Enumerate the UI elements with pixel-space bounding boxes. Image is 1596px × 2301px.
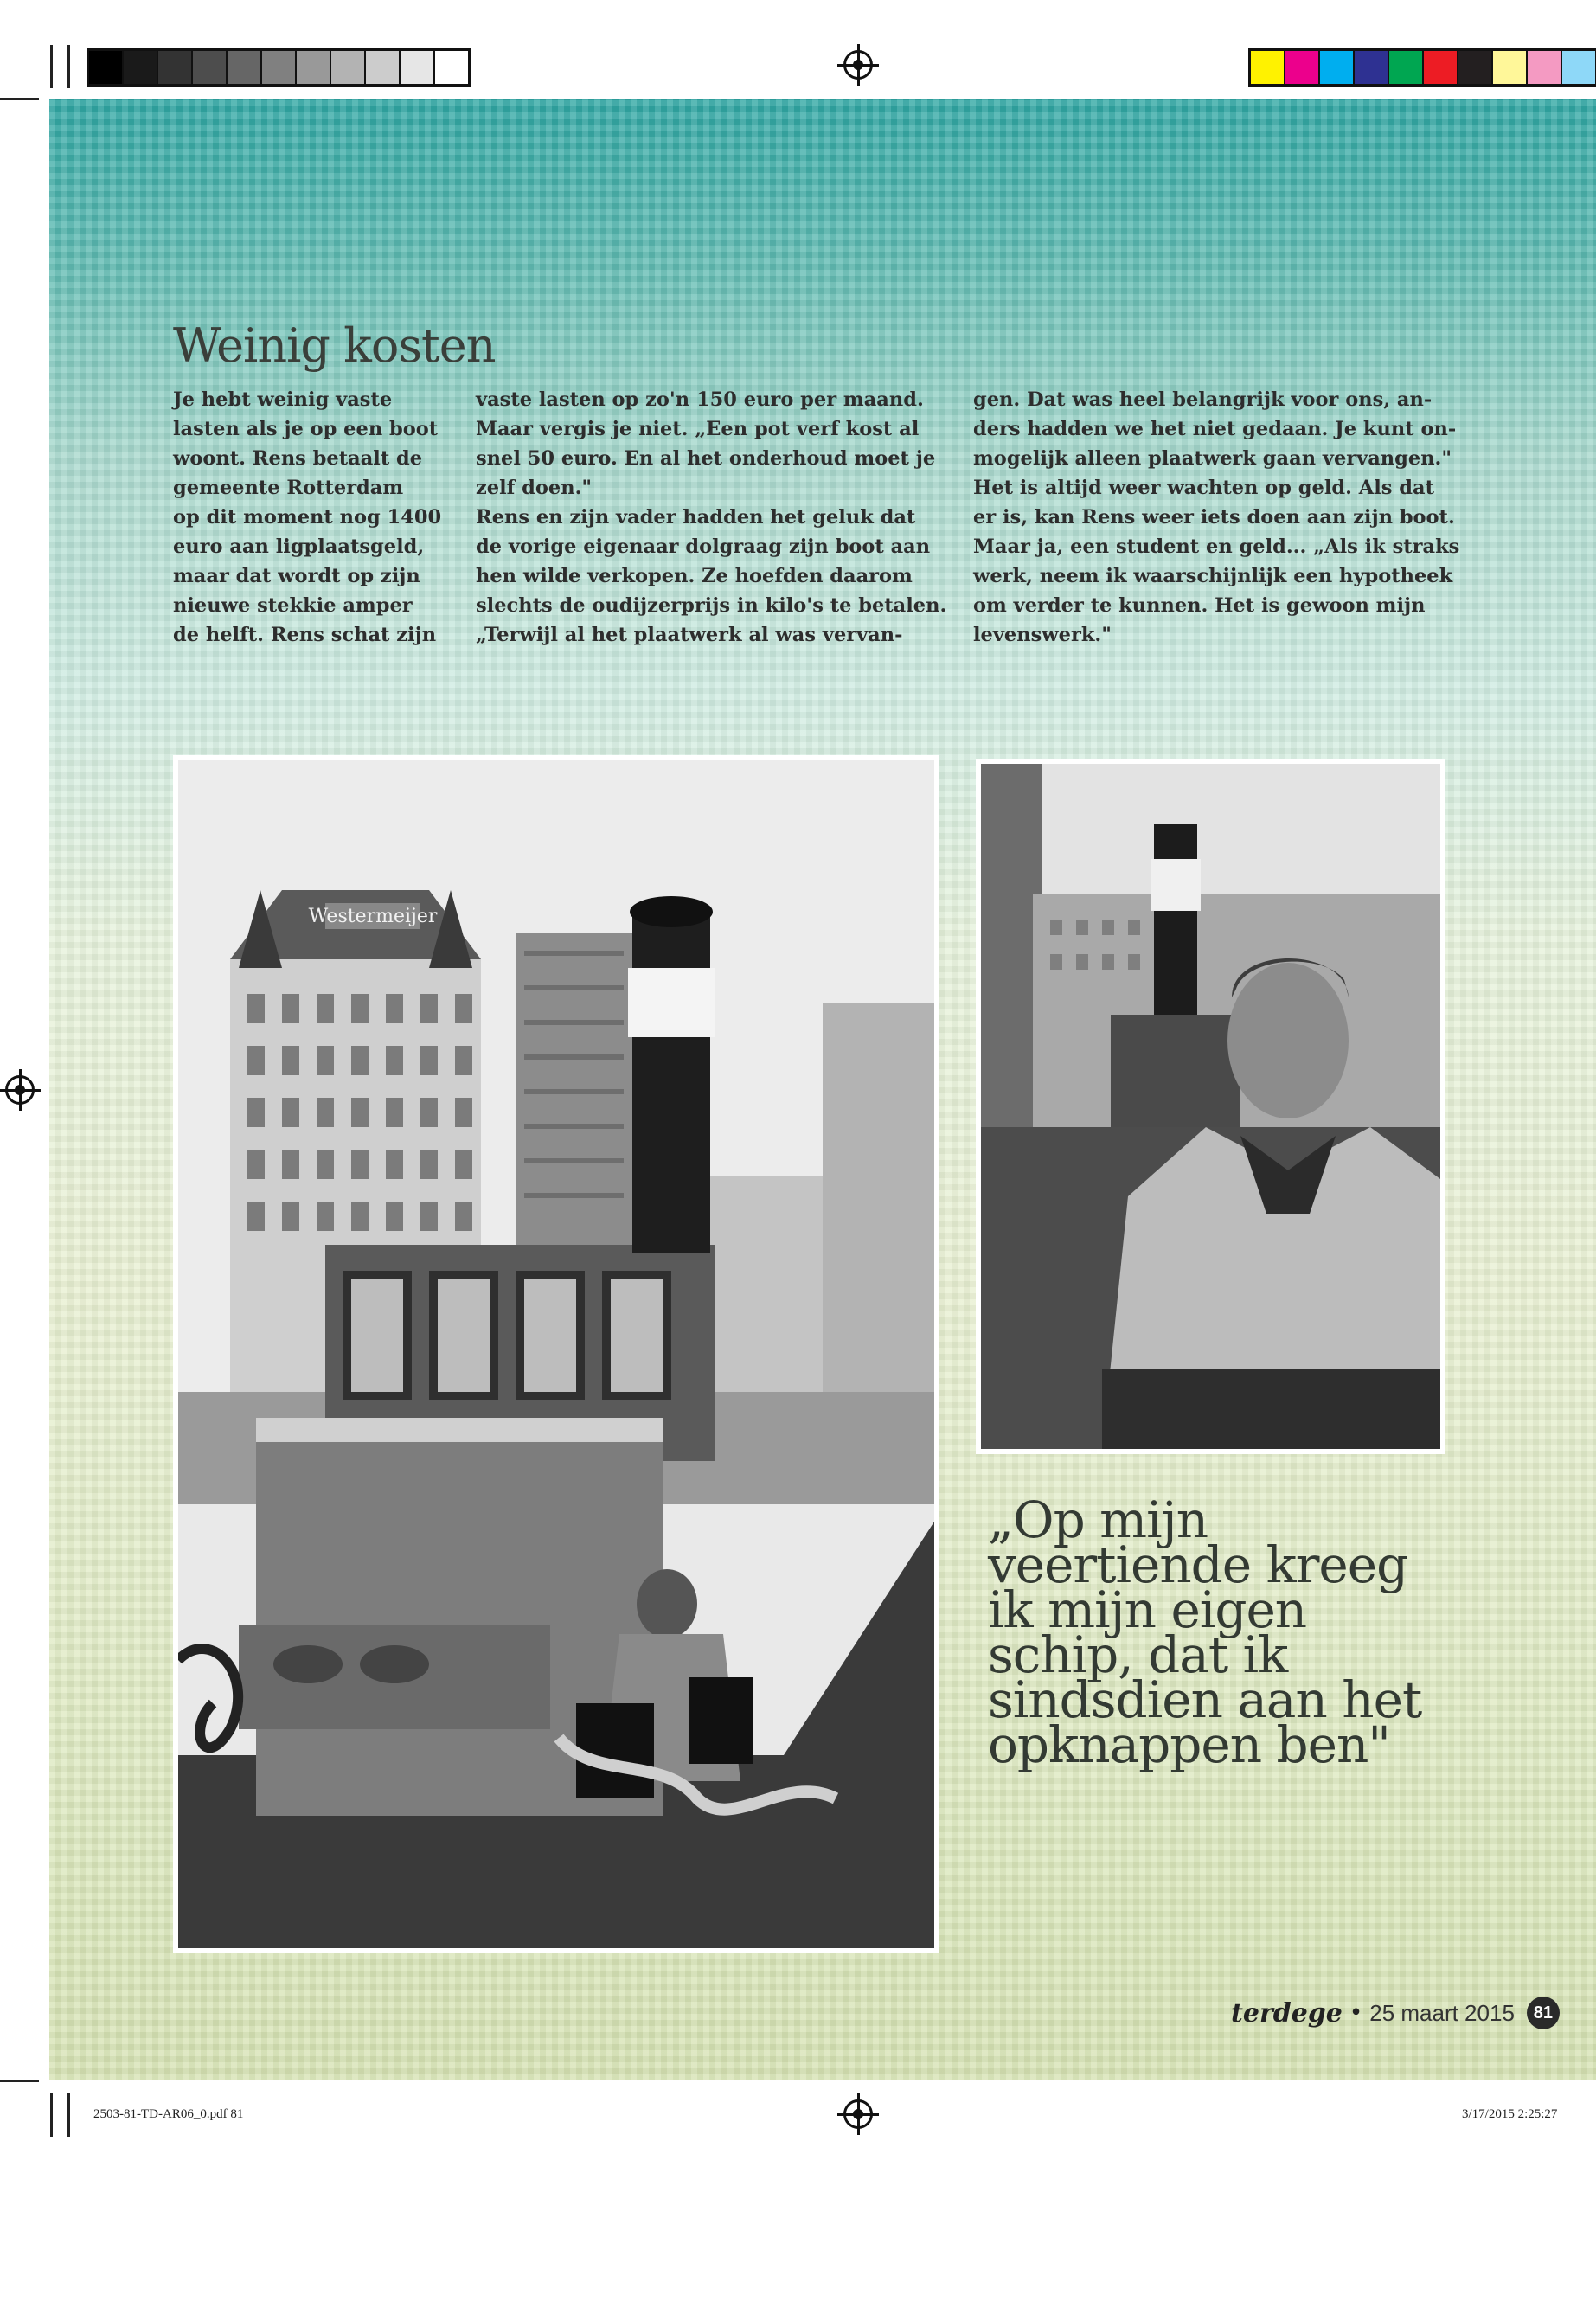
color-swatch xyxy=(158,51,193,84)
cmyk-color-bar xyxy=(1248,48,1596,87)
color-swatch xyxy=(1355,51,1389,84)
magazine-brand: terdege xyxy=(1231,1997,1343,2029)
article-column-3: gen. Dat was heel belangrijk voor ons, an- ders hadden we het niet gedaan. Je kunt on- mogelijk alleen plaatwerk gaan vervangen." Het is altijd weer wachten op geld. Als dat er is, kan Rens weer iets doen aan zijn boot. Maar ja, een student en geld... „Als ik straks werk, neem ik waarschijnlijk een hypotheek om verder te kunnen. Het is gewoon mijn levenswerk." xyxy=(973,388,1460,646)
pull-quote: „Op mijn veertiende kreeg ik mijn eigen schip, dat ik sindsdien aan het opknappen ben" xyxy=(988,1490,1422,1774)
color-swatch xyxy=(297,51,331,84)
footer-separator: • xyxy=(1349,2000,1363,2026)
photo-tugboat-harbour xyxy=(173,755,939,1953)
page-number-badge: 81 xyxy=(1527,1997,1560,2029)
crop-mark xyxy=(50,2093,53,2137)
section-heading: Weinig kosten xyxy=(173,318,496,373)
bollard xyxy=(576,1703,654,1798)
crop-mark xyxy=(67,45,70,88)
registration-mark-icon xyxy=(5,1075,35,1105)
color-swatch xyxy=(1458,51,1493,84)
magazine-page xyxy=(49,99,1596,2080)
article-column-2: vaste lasten op zo'n 150 euro per maand. Maar vergis je niet. „Een pot verf kost al snel 50 euro. En al het onderhoud moet je zelf doen." Rens en zijn vader hadden het geluk dat de vorige eigenaar dolgraag zijn boot aan hen wilde verkopen. Ze hoefden daarom slechts de oudijzerprijs in kilo's te betalen. „Terwijl al het plaatwerk al was vervan- xyxy=(476,388,947,646)
portrait-photo-illustration xyxy=(981,764,1440,1449)
color-swatch xyxy=(1562,51,1595,84)
timestamp-slug: 3/17/2015 2:25:27 xyxy=(1462,2107,1558,2121)
crop-mark xyxy=(0,2080,39,2082)
man-head xyxy=(637,1569,697,1638)
glass-tower xyxy=(823,1003,934,1418)
article-column-1: Je hebt weinig vaste lasten als je op een boot woont. Rens betaalt de gemeente Rotterdam op dit moment nog 1400 euro aan ligplaatsgeld, maar dat wordt op zijn nieuwe stekkie amper de helft. Rens schat zijn xyxy=(173,388,442,646)
color-swatch xyxy=(435,51,468,84)
issue-date: 25 maart 2015 xyxy=(1369,1999,1515,2026)
color-swatch xyxy=(124,51,158,84)
registration-mark-icon xyxy=(843,50,873,80)
color-swatch xyxy=(89,51,124,84)
color-swatch xyxy=(1424,51,1458,84)
building-sign: Westermeijer xyxy=(308,906,438,927)
color-swatch xyxy=(1528,51,1562,84)
color-swatch xyxy=(1493,51,1528,84)
color-swatch xyxy=(1320,51,1355,84)
man-face xyxy=(1227,963,1349,1118)
photo-portrait-rens xyxy=(976,759,1445,1454)
funnel xyxy=(632,907,710,1253)
color-swatch xyxy=(1285,51,1320,84)
registration-mark-icon xyxy=(843,2099,873,2129)
color-swatch xyxy=(331,51,366,84)
crop-mark xyxy=(67,2093,70,2137)
gray-color-bar xyxy=(87,48,471,87)
file-slug: 2503-81-TD-AR06_0.pdf 81 xyxy=(93,2107,244,2121)
color-swatch xyxy=(262,51,297,84)
color-swatch xyxy=(1389,51,1424,84)
page-footer xyxy=(1231,1997,1560,2029)
tugboat-photo-illustration xyxy=(178,760,934,1948)
bollard xyxy=(689,1677,753,1764)
color-swatch xyxy=(1251,51,1285,84)
color-swatch xyxy=(401,51,435,84)
tall-building xyxy=(981,764,1042,1136)
color-swatch xyxy=(228,51,262,84)
crop-mark xyxy=(0,98,39,100)
color-swatch xyxy=(193,51,228,84)
crop-mark xyxy=(50,45,53,88)
color-swatch xyxy=(366,51,401,84)
